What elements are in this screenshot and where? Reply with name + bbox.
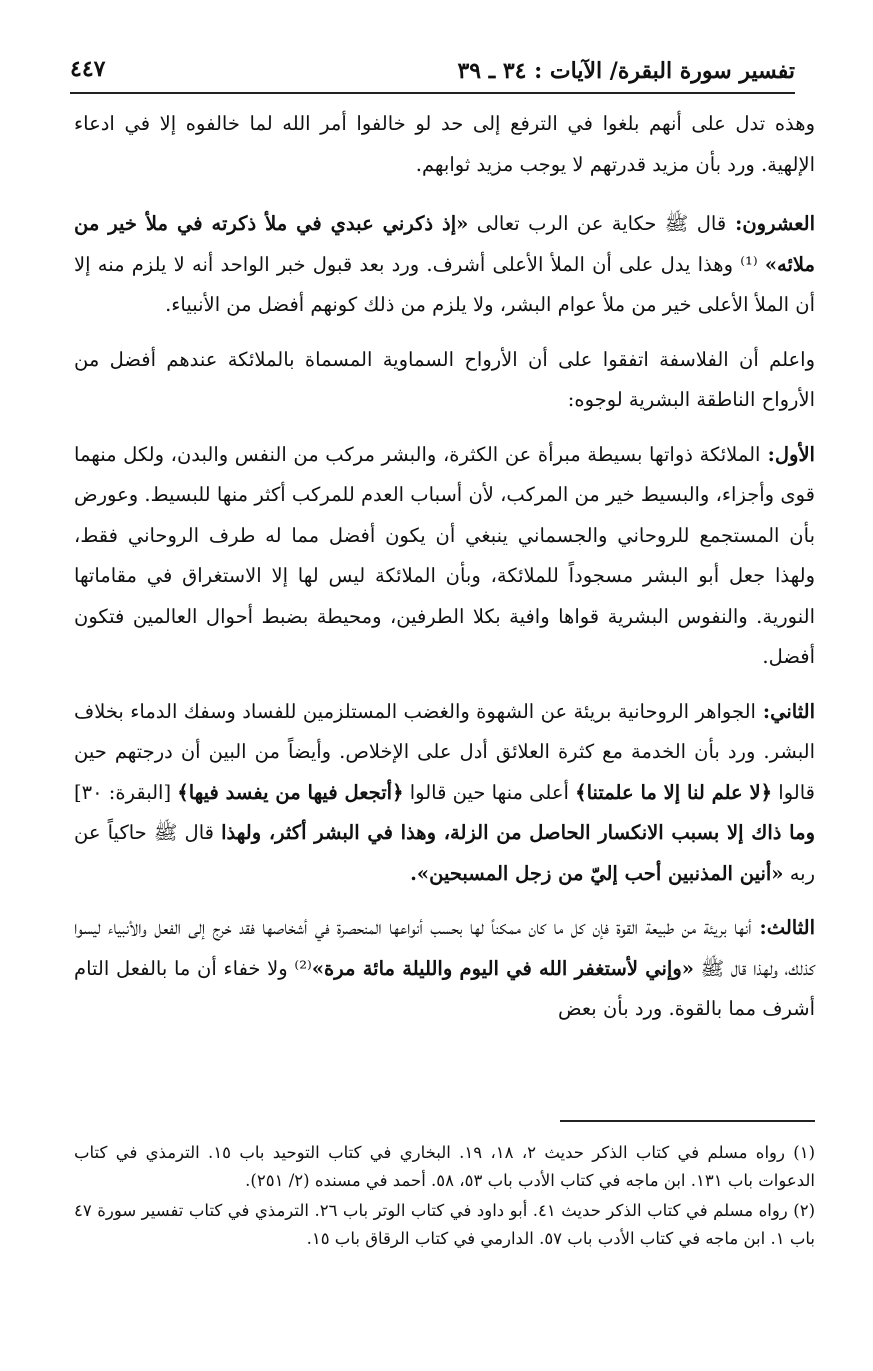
paragraph — [74, 204, 815, 326]
paragraph — [74, 104, 815, 185]
text-run: أعلى منها حين قالوا — [403, 780, 576, 804]
running-title: تفسير سورة البقرة/ الآيات : ٣٤ ـ ٣٩ — [457, 58, 795, 84]
text-run: ⁽¹⁾ وهذا يدل على أن الملأ الأعلى أشرف. ورد بعد قبول خبر الواحد أنه لا يلزم منه إلا أن الملأ الأعلى خير من ملأ عوام البشر، ولا يلزم من ذلك كونهم أفضل من الأنبياء. — [74, 252, 815, 316]
footnote — [74, 1197, 815, 1253]
main-text — [74, 104, 815, 1030]
quoted-verse: ﴿لا علم لنا إلا ما علمتنا﴾ — [575, 780, 773, 804]
footnotes — [74, 1139, 815, 1255]
paragraph — [74, 908, 815, 1030]
bold-text: وما ذاك إلا بسبب الانكسار الحاصل من الزلة، وهذا في البشر أكثر، ولهذا — [221, 821, 815, 844]
text-run: أنها بريئة من طبيعة القوة فإن كل ما كان ممكناً لها بحسب أنواعها المنحصرة في أشخاصها فقد خرج إلى الفعل والأنبياء ليسوا كذلك، ولهذا قال ﷺ — [74, 916, 815, 980]
text-run: قال ﷺ حكاية عن الرب تعالى — [468, 212, 727, 235]
text-run: الجواهر الروحانية بريئة عن الشهوة والغضب المستلزمين للفساد وسفك الدماء بخلاف البشر. ورد بأن الخدمة مع كثرة العلائق أدل على الإخلاص. وأيضاً من البين أن درجتهم حين قالوا — [74, 699, 815, 804]
text-run: واعلم أن الفلاسفة اتفقوا على أن الأرواح السماوية المسماة بالملائكة عندهم أفضل من الأرواح الناطقة البشرية لوجوه: — [74, 347, 815, 411]
paragraph — [74, 340, 815, 421]
page-header — [70, 52, 795, 94]
quoted-hadith: «إذ ذكرني عبدي في ملأ ذكرته في ملأ خير من ملائه» — [74, 212, 815, 276]
footnote-text: (١) رواه مسلم في كتاب الذكر حديث ٢، ١٨، ١٩. البخاري في كتاب التوحيد باب ١٥. الترمذي في كتاب الدعوات باب ١٣١. ابن ماجه في كتاب الأدب باب ٥٣، ٥٨. أحمد في مسنده (٢/ ٢٥١). — [74, 1143, 816, 1190]
text-run: الملائكة ذواتها بسيطة مبرأة عن الكثرة، والبشر مركب من النفس والبدن، ولكل منهما قوى وأجزاء، والبسيط خير من المركب، لأن أسباب العدم للمركب أكثر منها للبسيط. وعورض بأن المستجمع للروحاني والجسماني ينبغي أن يكون أفضل مما له طرف الروحاني فقط، ولهذا جعل أبو البشر مسجوداً للملائكة، وبأن الملائكة ليس لها إلا الاستغراق في مقاماتها النورية. والنفوس البشرية قواها وافية بكلا الطرفين، ومحيطة بضبط أحوال العالمين فتكون أفضل. — [74, 442, 815, 668]
section-heading: الأول: — [760, 442, 815, 466]
paragraph — [74, 692, 815, 895]
verse-reference: [البقرة: ٣٠] — [74, 780, 178, 804]
footnote-text: (٢) رواه مسلم في كتاب الذكر حديث ٤١. أبو داود في كتاب الوتر باب ٢٦. الترمذي في كتاب تفسير سورة ٤٧ باب ١. ابن ماجه في كتاب الأدب باب ٥٧. الدارمي في كتاب الرقاق باب ١٥. — [74, 1201, 815, 1248]
section-heading: الثالث: — [751, 916, 815, 939]
quoted-hadith: «أنين المذنبين أحب إليّ من زجل المسبحين». — [410, 861, 784, 885]
quoted-verse: ﴿أتجعل فيها من يفسد فيها﴾ — [177, 780, 404, 804]
quoted-hadith: «وإني لأستغفر الله في اليوم والليلة مائة مرة» — [311, 956, 694, 980]
page-number: ٤٤٧ — [70, 56, 106, 82]
text-run: ⁽²⁾ ولا خفاء أن ما بالفعل التام أشرف مما بالقوة. ورد بأن بعض — [74, 956, 815, 1020]
paragraph — [74, 435, 815, 678]
text-run: وهذه تدل على أنهم بلغوا في الترفع إلى حد لو خالفوا أمر الله لما خالفوه إلا في ادعاء الإلهية. ورد بأن مزيد قدرتهم لا يوجب مزيد ثوابهم. — [74, 112, 815, 176]
section-heading: الثاني: — [755, 699, 815, 723]
text-run: قال ﷺ حاكياً عن ربه — [74, 821, 815, 885]
section-heading: العشرون: — [726, 212, 815, 235]
footnote-divider — [560, 1120, 815, 1122]
footnote — [74, 1139, 815, 1195]
